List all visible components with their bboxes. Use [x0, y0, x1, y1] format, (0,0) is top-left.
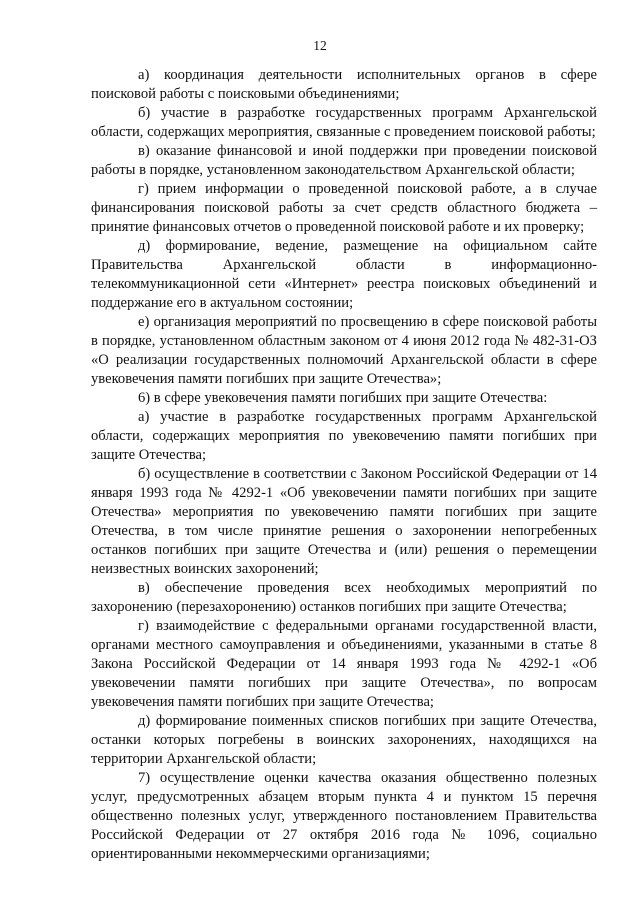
paragraph-6a-programs: а) участие в разработке государственных программ Архангельской области, содержащих мероприятия по увековечению памяти погибших при защите Отечества;: [91, 409, 597, 463]
paragraph-6v-burial: в) обеспечение проведения всех необходимых мероприятий по захоронению (перезахоронению) останков погибших при защите Отечества;: [91, 580, 597, 615]
paragraph-1g-reports: г) прием информации о проведенной поисковой работе, а в случае финансирования поисковой работы за счет средств областного бюджета – принятие финансовых отчетов о проведенной поисковой работе и их проверку;: [91, 181, 597, 235]
paragraph-1d-registry: д) формирование, ведение, размещение на официальном сайте Правительства Архангельской области в информационно-телекоммуникационной сети «Интернет» реестра поисковых объединений и поддержание его в актуальном состоянии;: [91, 238, 597, 311]
paragraph-1e-education: е) организация мероприятий по просвещению в сфере поисковой работы в порядке, установленном областным законом от 4 июня 2012 года № 482-31-ОЗ «О реализации государственных полномочий Архангельской области в сфере увековечения памяти погибших при защите Отечества»;: [91, 314, 597, 387]
document-body: [91, 66, 597, 864]
paragraph-6d-lists: д) формирование поименных списков погибших при защите Отечества, останки которых погребены в воинских захоронениях, находящихся на территории Архангельской области;: [91, 713, 597, 767]
page-number: 12: [313, 38, 327, 53]
paragraph-1v-support: в) оказание финансовой и иной поддержки при проведении поисковой работы в порядке, установленном законодательством Архангельской области;: [91, 143, 597, 178]
paragraph-7-quality-assessment: 7) осуществление оценки качества оказания общественно полезных услуг, предусмотренных абзацем вторым пункта 4 и пунктом 15 перечня общественно полезных услуг, утвержденного постановлением Правительства Российской Федерации от 27 октября 2016 года № 1096, социально ориентированными некоммерческими организациями;: [91, 770, 597, 862]
paragraph-6g-cooperation: г) взаимодействие с федеральными органами государственной власти, органами местного самоуправления и объединениями, указанными в статье 8 Закона Российской Федерации от 14 января 1993 года № 4292-1 «Об увековечении памяти погибших при защите Отечества», по вопросам увековечения памяти погибших при защите Отечества;: [91, 618, 597, 710]
paragraph-1b-programs: б) участие в разработке государственных программ Архангельской области, содержащих мероприятия, связанные с проведением поисковой работы;: [91, 105, 597, 140]
paragraph-1a-coordination: а) координация деятельности исполнительных органов в сфере поисковой работы с поисковыми объединениями;: [91, 67, 597, 102]
paragraph-6-memorial-heading: 6) в сфере увековечения памяти погибших при защите Отечества:: [138, 390, 548, 406]
paragraph-6b-implementation: б) осуществление в соответствии с Законом Российской Федерации от 14 января 1993 года № 4292-1 «Об увековечении памяти погибших при защите Отечества» мероприятия по увековечению памяти погибших при защите Отечества, в том числе принятие решения о захоронении непогребенных останков погибших при защите Отечества и (или) решения о перемещении неизвестных воинских захоронений;: [91, 466, 597, 577]
